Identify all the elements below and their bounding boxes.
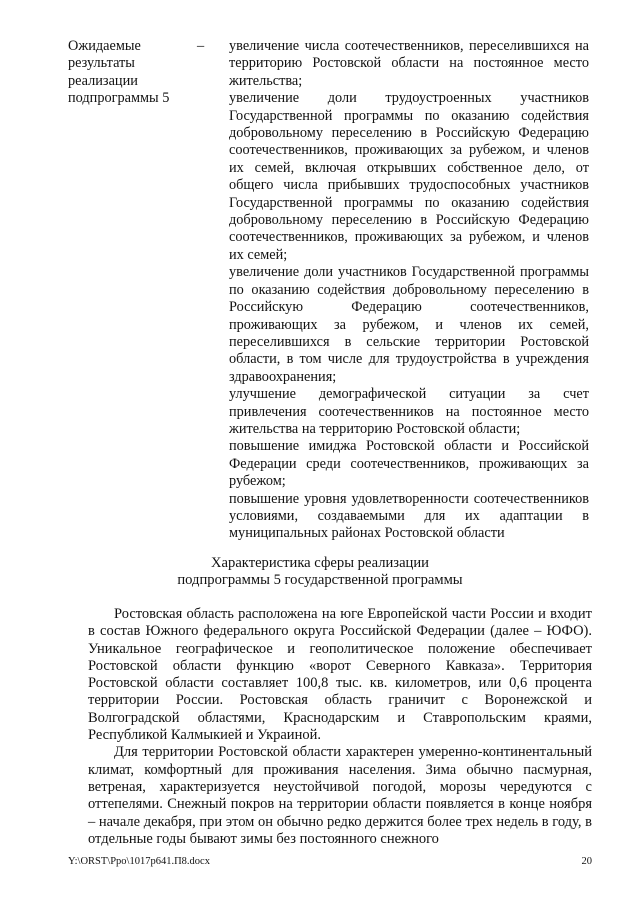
expected-result-item: повышение уровня удовлетворенности соотечественников условиями, создаваемыми для их адаптации в муниципальных районах Ростовской области: [229, 490, 589, 542]
section-body: [88, 606, 592, 848]
footer-file-path: Y:\ORST\Ppo\1017p641.П8.docx: [68, 856, 210, 867]
expected-results-list: [229, 38, 589, 543]
passport-row-label: Ожидаемые результаты реализации подпрограммы 5: [68, 38, 170, 107]
expected-result-item: увеличение доли участников Государственной программы по оказанию содействия добровольному переселению в Российскую Федерацию соотечественников, проживающих за рубежом, и членов их семей, переселившихся в сельские территории Ростовской области, в том числе для трудоустройства в учреждения здравоохранения;: [229, 264, 589, 385]
expected-result-item: улучшение демографической ситуации за счет привлечения соотечественников на постоянное место жительства на территорию Ростовской области;: [229, 386, 589, 437]
expected-result-item: повышение имиджа Ростовской области и Российской Федерации среди соотечественников, проживающих за рубежом;: [229, 438, 589, 490]
section-title-line-2: подпрограммы 5 государственной программы: [177, 572, 463, 589]
passport-row-dash: –: [197, 38, 205, 54]
section-title: [0, 555, 640, 590]
body-paragraph: Для территории Ростовской области характерен умеренно-континентальный климат, комфортный для проживания населения. Зима обычно пасмурная, ветреная, характеризуется неустойчивой погодой, морозы чередуются с оттепелями. Снежный покров на территории области появляется в конце ноября – начале декабря, при этом он обычно редко держится более трех недель в году, в отдельные годы бывают зимы без постоянного снежного: [88, 744, 592, 847]
section-title-line-1: Характеристика сферы реализации: [211, 555, 429, 571]
page-number: 20: [581, 856, 592, 867]
expected-result-item: увеличение числа соотечественников, переселившихся на территорию Ростовской области на постоянное место жительства;: [229, 38, 589, 89]
expected-result-item: увеличение доли трудоустроенных участников Государственной программы по оказанию содействия добровольному переселению в Российскую Федерацию соотечественников, проживающих за рубежом, и членов их семей, включая открывших собственное дело, от общего числа прибывших трудоспособных участников Государственной программы по оказанию содействия добровольному переселению в Российскую Федерацию соотечественников, проживающих за рубежом, и членов их семей;: [229, 90, 589, 263]
body-paragraph: Ростовская область расположена на юге Европейской части России и входит в состав Южного федерального округа Российской Федерации (далее – ЮФО). Уникальное географическое и геополитическое положение обеспечивает Ростовской области функцию «ворот Северного Кавказа». Территория Ростовской области составляет 100,8 тыс. кв. километров, или 0,6 процента территории России. Ростовская область граничит с Воронежской и Волгоградской областями, Краснодарским и Ставропольским краями, Республикой Калмыкией и Украиной.: [88, 606, 592, 744]
